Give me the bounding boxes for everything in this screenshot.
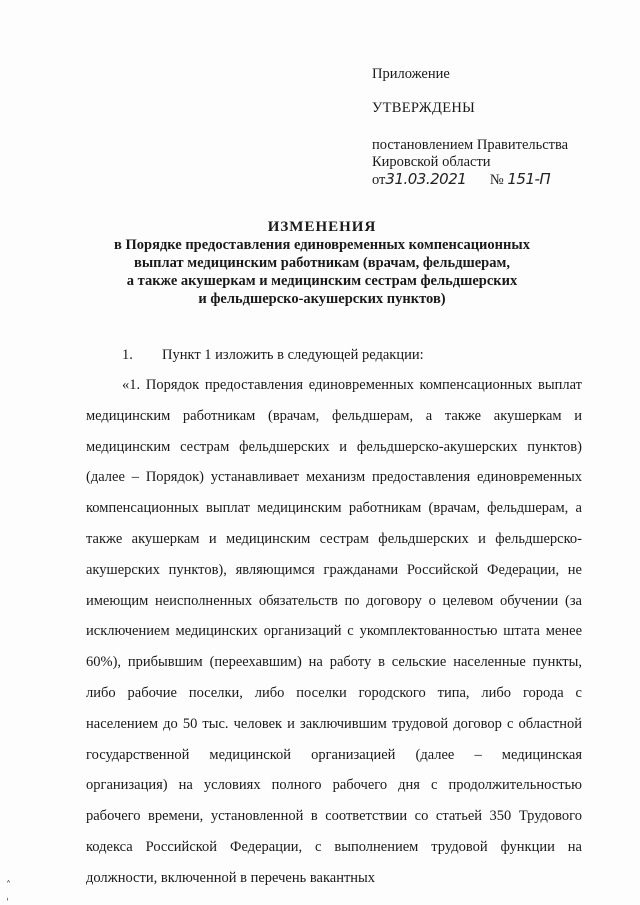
item-number: 1. xyxy=(122,347,133,363)
annex-label: Приложение xyxy=(372,66,450,82)
margin-pen-mark: ˄ ˌ xyxy=(6,880,11,902)
title-main: ИЗМЕНЕНИЯ xyxy=(267,219,377,235)
body-paragraph: «1. Порядок предоставления единовременных компенсационных выплат медицинским работникам (врачам, фельдшерам, а также акушеркам и медицинским сестрам фельдшерских и фельдшерско-акушерских пунктов) (далее – Порядок) устанавливает механизм предоставления единовременных компенсационных выплат медицинским работникам (врачам, фельдшерам, а также акушеркам и медицинским сестрам фельдшерских и фельдшерско-акушерских пунктов), являющимся гражданами Российской Федерации, не имеющим неисполненных обязательств по договору о целевом обучении (за исключением медицинских организаций с укомплектованностью штата менее 60%), прибывшим (переехавшим) на работу в сельские населенные пункты, либо рабочие поселки, либо поселки городского типа, либо города с населением до 50 тыс. человек и заключившим трудовой договор с областной государственной медицинской организацией (далее – медицинская организация) на условиях полного рабочего дня с продолжительностью рабочего времени, установленной в соответствии со статьей 350 Трудового кодекса Российской Федерации, с выполнением трудовой функции на должности, включенной в перечень вакантных xyxy=(86,377,582,886)
document-title xyxy=(80,218,564,308)
title-line-2: выплат медицинским работникам (врачам, фельдшерам, xyxy=(134,255,510,271)
item-line xyxy=(86,340,582,370)
title-line-3: а также акушеркам и медицинским сестрам фельдшерских xyxy=(126,273,518,289)
approval-stamp-block xyxy=(372,66,602,189)
from-label: от xyxy=(372,172,386,188)
decree-line-2: Кировской области xyxy=(372,154,491,170)
item-text: Пункт 1 изложить в следующей редакции: xyxy=(162,347,424,363)
document-body xyxy=(86,340,582,894)
handwritten-date: 31.03.2021 xyxy=(385,170,467,188)
handwritten-number: 151-П xyxy=(507,170,551,188)
title-line-4: и фельдшерско-акушерских пунктов) xyxy=(198,291,446,307)
title-line-1: в Порядке предоставления единовременных компенсационных xyxy=(114,237,530,253)
decree-line-1: постановлением Правительства xyxy=(372,137,569,153)
number-label: № xyxy=(489,172,504,188)
approved-label: УТВЕРЖДЕНЫ xyxy=(372,100,476,116)
date-number-line xyxy=(372,171,602,189)
